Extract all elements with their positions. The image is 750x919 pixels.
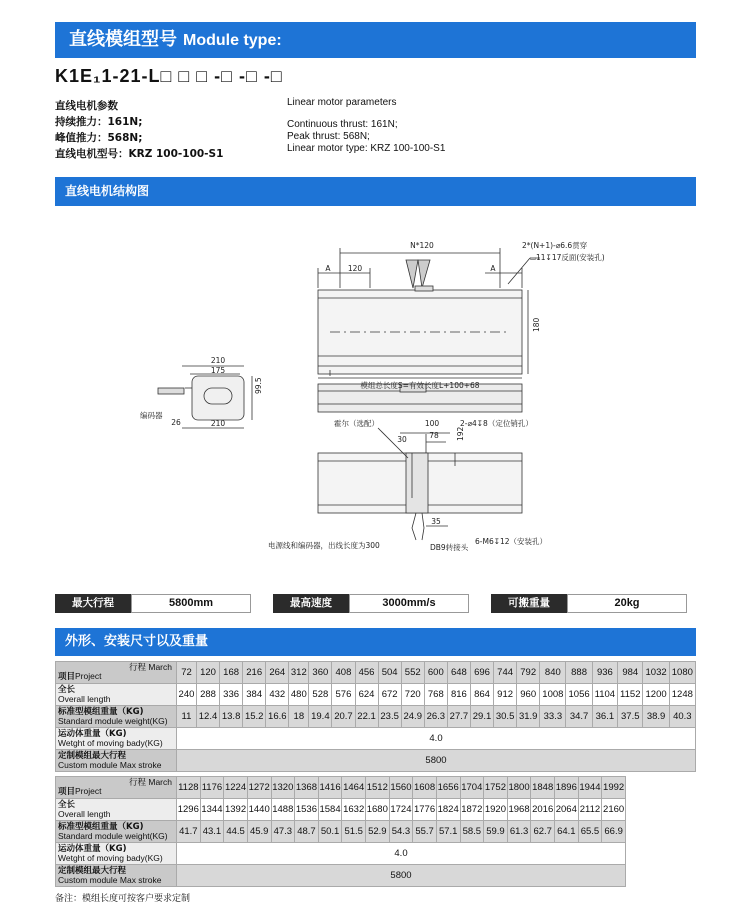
- length-cell: 336: [220, 684, 243, 706]
- weight-cell: 65.5: [578, 821, 602, 843]
- row-header: [56, 706, 177, 728]
- cable-note: 电源线和编码器，出线长度为300: [268, 541, 380, 550]
- stroke-cell: 744: [494, 662, 517, 684]
- length-cell: 480: [289, 684, 309, 706]
- dim-a-left: A: [325, 264, 331, 273]
- project-label-cn: 项目: [58, 787, 76, 797]
- length-cell: 1632: [342, 799, 366, 821]
- weight-cell: 64.1: [555, 821, 579, 843]
- length-cell: 1488: [271, 799, 295, 821]
- stroke-cell: 1176: [200, 777, 224, 799]
- stroke-cell: 648: [447, 662, 470, 684]
- row-header-en: Standard module weight(KG): [58, 831, 168, 841]
- continuous-thrust-en: Continuous thrust: 161N;: [287, 119, 398, 130]
- weight-cell: 27.7: [447, 706, 470, 728]
- stroke-table-2: [55, 776, 626, 887]
- stroke-cell: 1608: [413, 777, 437, 799]
- params-title-en: Linear motor parameters: [287, 97, 397, 108]
- stroke-cell: 1656: [436, 777, 460, 799]
- hall-label: 霍尔（选配）: [334, 419, 379, 428]
- length-cell: 912: [494, 684, 517, 706]
- row-header-en: Wetght of moving bady(KG): [58, 853, 163, 863]
- stroke-cell: 1896: [555, 777, 579, 799]
- enc-offset: 26: [171, 418, 181, 427]
- length-cell: 2112: [578, 799, 602, 821]
- row-header-cn: 全长: [58, 684, 76, 695]
- length-cell: 240: [177, 684, 197, 706]
- weight-cell: 52.9: [366, 821, 390, 843]
- stroke-cell: 168: [220, 662, 243, 684]
- params-title-cn: 直线电机参数: [55, 100, 118, 112]
- project-march-header: [56, 662, 177, 684]
- stroke-cell: 1320: [271, 777, 295, 799]
- row-header: [56, 843, 177, 865]
- stroke-table-1: [55, 661, 696, 772]
- length-cell: 432: [266, 684, 289, 706]
- dim-30: 30: [397, 435, 407, 444]
- weight-cell: 38.9: [643, 706, 669, 728]
- continuous-thrust-cn: 持续推力：161N;: [55, 116, 143, 128]
- hole-note-2: ⌴11↧17反面(安装孔): [530, 253, 605, 262]
- stroke-cell: 1800: [507, 777, 531, 799]
- encoder-label: 编码器: [140, 411, 163, 420]
- dim-35: 35: [431, 517, 441, 526]
- length-cell: 1152: [618, 684, 643, 706]
- length-cell: 1680: [366, 799, 390, 821]
- motor-params-cn: [55, 98, 223, 162]
- max-stroke-row: [56, 865, 626, 887]
- stroke-cell: 1560: [389, 777, 413, 799]
- moving-weight-cell: 4.0: [177, 728, 696, 750]
- spec-value: 3000mm/s: [349, 594, 469, 613]
- row-header-cn: 运动体重量（KG): [58, 728, 127, 739]
- length-cell: 1440: [247, 799, 271, 821]
- stroke-cell: 552: [401, 662, 424, 684]
- row-header-cn: 定制模组最大行程: [58, 865, 127, 876]
- project-label-en: Project: [75, 671, 102, 681]
- length-cell: 528: [309, 684, 332, 706]
- dim-height: 180: [532, 317, 541, 332]
- weight-cell: 13.8: [220, 706, 243, 728]
- weight-cell: 22.1: [355, 706, 378, 728]
- stroke-cell: 696: [470, 662, 493, 684]
- stroke-cell: 1080: [669, 662, 695, 684]
- motor-type-en: Linear motor type: KRZ 100-100-S1: [287, 143, 446, 154]
- weight-cell: 43.1: [200, 821, 224, 843]
- stroke-cell: 1464: [342, 777, 366, 799]
- weight-cell: 47.3: [271, 821, 295, 843]
- weight-cell: 61.3: [507, 821, 531, 843]
- length-cell: 1248: [669, 684, 695, 706]
- weight-cell: 41.7: [177, 821, 201, 843]
- length-cell: 288: [196, 684, 219, 706]
- row-header-en: Custom module Max stroke: [58, 875, 162, 885]
- length-cell: 1584: [318, 799, 342, 821]
- length-cell: 720: [401, 684, 424, 706]
- length-cell: 864: [470, 684, 493, 706]
- stroke-cell: 1704: [460, 777, 484, 799]
- dim-192: 192: [456, 426, 465, 441]
- weight-cell: 48.7: [295, 821, 319, 843]
- spec-label: 最高速度: [273, 594, 349, 613]
- length-cell: 1776: [413, 799, 437, 821]
- hole-note-1: 2*(N+1)-⌀6.6贯穿: [522, 241, 588, 250]
- stroke-cell: 1272: [247, 777, 271, 799]
- weight-cell: 31.9: [517, 706, 540, 728]
- weight-cell: 18: [289, 706, 309, 728]
- structure-banner: [55, 177, 696, 206]
- march-label: 行程 March: [129, 661, 172, 672]
- row-header-cn: 定制模组最大行程: [58, 750, 127, 761]
- row-header-cn: 运动体重量（KG): [58, 843, 127, 854]
- march-label: 行程 March: [129, 776, 172, 787]
- stroke-cell: 360: [309, 662, 332, 684]
- weight-cell: 33.3: [540, 706, 566, 728]
- project-march-header: [56, 777, 177, 799]
- weight-cell: 12.4: [196, 706, 219, 728]
- weight-cell: 58.5: [460, 821, 484, 843]
- stroke-cell: 1752: [484, 777, 508, 799]
- length-cell: 1200: [643, 684, 669, 706]
- length-cell: 1056: [566, 684, 592, 706]
- length-cell: 1824: [436, 799, 460, 821]
- stroke-cell: 120: [196, 662, 219, 684]
- length-cell: 1296: [177, 799, 201, 821]
- weight-cell: 20.7: [332, 706, 355, 728]
- enc-w3: 210: [210, 419, 226, 428]
- dim-length: 模组总长度S=有效长度L+100+68: [360, 381, 480, 390]
- max-stroke-cell: 5800: [177, 865, 626, 887]
- weight-cell: 51.5: [342, 821, 366, 843]
- length-cell: 1008: [540, 684, 566, 706]
- project-label-cn: 项目: [58, 672, 76, 682]
- length-cell: 816: [447, 684, 470, 706]
- spec-label: 可搬重量: [491, 594, 567, 613]
- length-cell: 624: [355, 684, 378, 706]
- length-cell: 1872: [460, 799, 484, 821]
- row-header-en: Custom module Max stroke: [58, 760, 162, 770]
- max-stroke-cell: 5800: [177, 750, 696, 772]
- stroke-cell: 600: [424, 662, 447, 684]
- moving-weight-row: [56, 843, 626, 865]
- length-cell: 960: [517, 684, 540, 706]
- stroke-cell: 984: [618, 662, 643, 684]
- row-header-cn: 全长: [58, 799, 76, 810]
- length-row: [56, 684, 696, 706]
- motor-params-en: [287, 97, 445, 155]
- length-cell: 2016: [531, 799, 555, 821]
- length-cell: 384: [243, 684, 266, 706]
- peak-thrust-en: Peak thrust: 568N;: [287, 131, 370, 142]
- stroke-cell: 1848: [531, 777, 555, 799]
- spec-label: 最大行程: [55, 594, 131, 613]
- length-cell: 1104: [592, 684, 617, 706]
- length-cell: 768: [424, 684, 447, 706]
- footnote: 备注：模组长度可按客户要求定制: [55, 894, 191, 904]
- weight-cell: 57.1: [436, 821, 460, 843]
- row-header-en: Standard module weight(KG): [58, 716, 168, 726]
- row-header-en: Wetght of moving bady(KG): [58, 738, 163, 748]
- row-header: [56, 865, 177, 887]
- spec-value: 20kg: [567, 594, 687, 613]
- weight-cell: 40.3: [669, 706, 695, 728]
- dim-78: 78: [429, 431, 439, 440]
- weight-cell: 55.7: [413, 821, 437, 843]
- structure-drawing: [130, 228, 605, 558]
- length-cell: 576: [332, 684, 355, 706]
- weight-cell: 36.1: [592, 706, 617, 728]
- enc-w2: 175: [210, 366, 226, 375]
- peak-thrust-cn: 峰值推力：568N;: [55, 132, 143, 144]
- length-cell: 672: [378, 684, 401, 706]
- row-header-en: Overall length: [58, 809, 111, 819]
- stroke-cell: 1512: [366, 777, 390, 799]
- dim-pitch: 120: [347, 264, 363, 273]
- max-stroke-row: [56, 750, 696, 772]
- dim-100: 100: [424, 419, 440, 428]
- weight-cell: 30.5: [494, 706, 517, 728]
- moving-weight-row: [56, 728, 696, 750]
- weight-cell: 66.9: [602, 821, 626, 843]
- stroke-cell: 456: [355, 662, 378, 684]
- pin-hole-note: 2-⌀4↧8（定位销孔）: [460, 419, 533, 428]
- length-cell: 1968: [507, 799, 531, 821]
- stroke-cell: 216: [243, 662, 266, 684]
- weight-cell: 59.9: [484, 821, 508, 843]
- stroke-cell: 1944: [578, 777, 602, 799]
- model-code: K1E₁1-21-L□ □ □ -□ -□ -□: [55, 66, 283, 86]
- length-cell: 1344: [200, 799, 224, 821]
- weight-cell: 45.9: [247, 821, 271, 843]
- weight-row: [56, 821, 626, 843]
- enc-h: 99.5: [254, 377, 263, 394]
- mount-hole-note: 6-M6↧12（安装孔）: [475, 537, 548, 546]
- dim-n120: N*120: [410, 241, 434, 250]
- db9-note: DB9转接头: [430, 543, 469, 552]
- weight-cell: 11: [177, 706, 197, 728]
- module-type-banner: [55, 22, 696, 58]
- stroke-cell: 936: [592, 662, 617, 684]
- length-cell: 1536: [295, 799, 319, 821]
- moving-weight-cell: 4.0: [177, 843, 626, 865]
- stroke-cell: 264: [266, 662, 289, 684]
- row-header: [56, 750, 177, 772]
- dim-a-right: A: [490, 264, 496, 273]
- stroke-cell: 504: [378, 662, 401, 684]
- weight-cell: 24.9: [401, 706, 424, 728]
- weight-cell: 34.7: [566, 706, 592, 728]
- weight-cell: 23.5: [378, 706, 401, 728]
- row-header: [56, 821, 177, 843]
- length-cell: 1920: [484, 799, 508, 821]
- row-header: [56, 684, 177, 706]
- weight-cell: 37.5: [618, 706, 643, 728]
- dimensions-banner: [55, 628, 696, 656]
- enc-w1: 210: [210, 356, 226, 365]
- weight-row: [56, 706, 696, 728]
- row-header-cn: 标准型模组重量（KG): [58, 821, 144, 832]
- project-label-en: Project: [75, 786, 102, 796]
- length-cell: 2160: [602, 799, 626, 821]
- structure-title: 直线电机结构图: [65, 184, 150, 198]
- weight-cell: 15.2: [243, 706, 266, 728]
- module-type-title-cn: 直线模组型号: [69, 29, 177, 50]
- weight-cell: 16.6: [266, 706, 289, 728]
- length-cell: 2064: [555, 799, 579, 821]
- length-cell: 1724: [389, 799, 413, 821]
- motor-type-cn: 直线电机型号：KRZ 100-100-S1: [55, 148, 224, 160]
- weight-cell: 54.3: [389, 821, 413, 843]
- row-header-en: Overall length: [58, 694, 111, 704]
- row-header-cn: 标准型模组重量（KG): [58, 706, 144, 717]
- length-row: [56, 799, 626, 821]
- stroke-cell: 1224: [224, 777, 248, 799]
- stroke-cell: 1992: [602, 777, 626, 799]
- weight-cell: 26.3: [424, 706, 447, 728]
- stroke-cell: 408: [332, 662, 355, 684]
- stroke-cell: 1368: [295, 777, 319, 799]
- dimensions-title: 外形、安装尺寸以及重量: [65, 634, 209, 649]
- stroke-cell: 72: [177, 662, 197, 684]
- weight-cell: 44.5: [224, 821, 248, 843]
- stroke-cell: 1032: [643, 662, 669, 684]
- stroke-row: [56, 777, 626, 799]
- weight-cell: 50.1: [318, 821, 342, 843]
- stroke-cell: 840: [540, 662, 566, 684]
- row-header: [56, 799, 177, 821]
- length-cell: 1392: [224, 799, 248, 821]
- stroke-cell: 1128: [177, 777, 201, 799]
- stroke-cell: 312: [289, 662, 309, 684]
- stroke-cell: 888: [566, 662, 592, 684]
- weight-cell: 62.7: [531, 821, 555, 843]
- spec-value: 5800mm: [131, 594, 251, 613]
- stroke-cell: 1416: [318, 777, 342, 799]
- stroke-cell: 792: [517, 662, 540, 684]
- row-header: [56, 728, 177, 750]
- module-type-title-en: Module type:: [183, 32, 282, 49]
- stroke-row: [56, 662, 696, 684]
- weight-cell: 29.1: [470, 706, 493, 728]
- weight-cell: 19.4: [309, 706, 332, 728]
